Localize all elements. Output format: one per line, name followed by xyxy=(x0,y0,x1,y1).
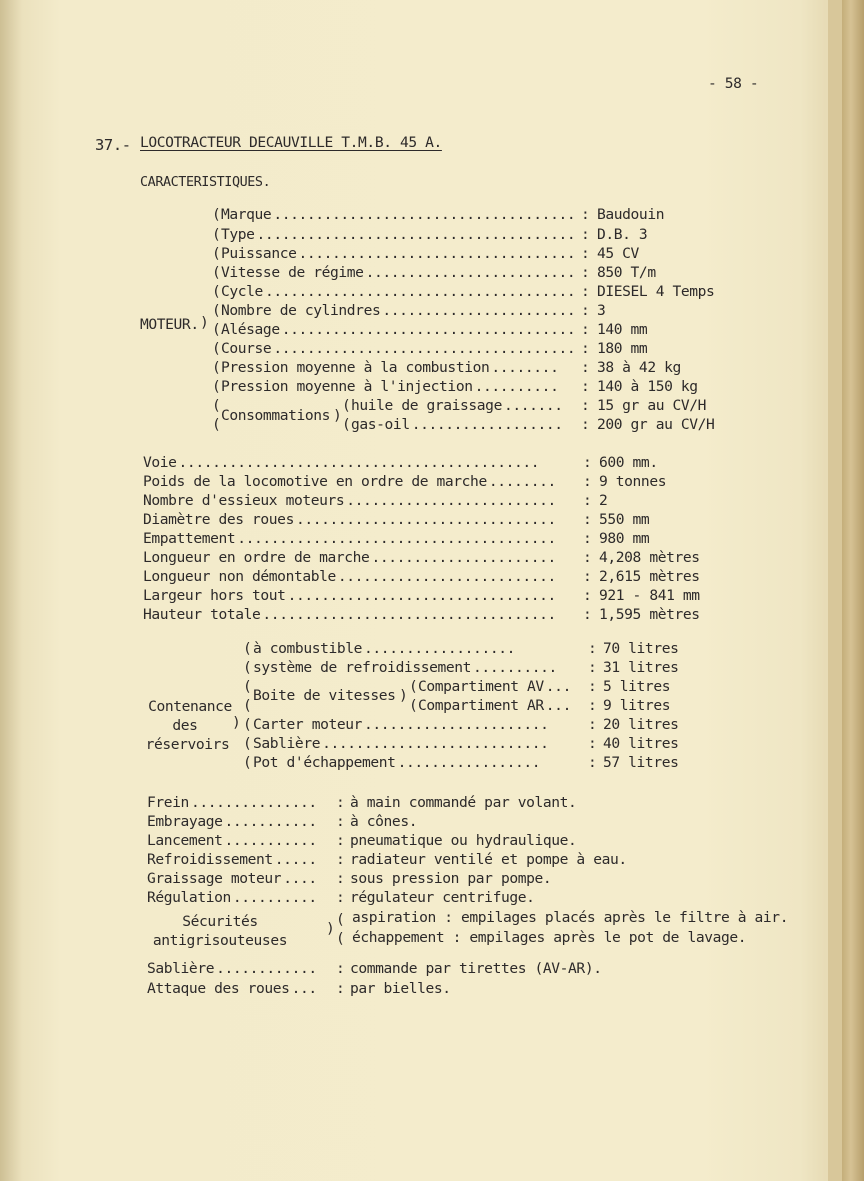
contenance-row-5-paren: ( xyxy=(243,754,252,771)
contenance-row-3-colon: : xyxy=(588,716,597,733)
contenance-row-1-dots: .................. xyxy=(364,642,515,657)
boite-row-2-paren: ( xyxy=(409,697,418,714)
boite-row-1-paren: ( xyxy=(409,678,418,695)
general-row-1-dots: ........................................... xyxy=(178,456,540,471)
moteur-row-1-dots: .................................... xyxy=(273,208,576,223)
contenance-row-5-dots: ................. xyxy=(397,756,541,771)
moteur-paren: ) xyxy=(200,314,209,331)
moteur-row-7-dots: ................................... xyxy=(281,323,576,338)
consommations-row-2-value: 200 gr au CV/H xyxy=(597,416,715,433)
consommations-row-2-colon: : xyxy=(581,416,590,433)
general-row-6-value: 4,208 mètres xyxy=(599,549,700,566)
moteur-row-1-paren: ( xyxy=(212,206,221,223)
general-row-8-label: Largeur hors tout xyxy=(143,587,286,604)
moteur-label: MOTEUR. xyxy=(140,316,199,333)
moteur-row-7-value: 140 mm xyxy=(597,321,648,338)
contenance-row-5-colon: : xyxy=(588,754,597,771)
section-subtitle: CARACTERISTIQUES. xyxy=(140,175,271,190)
contenance-row-4-colon: : xyxy=(588,735,597,752)
equipment-row-5-colon: : xyxy=(336,870,345,887)
contenance-row-4-paren: ( xyxy=(243,735,252,752)
final-row-1-value: commande par tirettes (AV-AR). xyxy=(350,960,602,977)
final-row-1-colon: : xyxy=(336,960,345,977)
contenance-paren: ) xyxy=(232,714,241,731)
moteur-row-1-colon: : xyxy=(581,206,590,223)
moteur-row-4-value: 850 T/m xyxy=(597,264,656,281)
general-row-4-dots: ............................... xyxy=(295,513,556,528)
moteur-row-2-label: Type xyxy=(221,226,255,243)
equipment-row-3-label: Lancement xyxy=(147,832,223,849)
moteur-row-8-dots: .................................... xyxy=(273,342,576,357)
general-row-9-value: 1,595 mètres xyxy=(599,606,700,623)
equipment-row-4-colon: : xyxy=(336,851,345,868)
general-row-4-colon: : xyxy=(583,511,592,528)
moteur-row-3-value: 45 CV xyxy=(597,245,639,262)
equipment-row-2-label: Embrayage xyxy=(147,813,223,830)
contenance-label-1: Contenance xyxy=(148,698,232,715)
consommations-row-1-paren: ( xyxy=(342,397,351,414)
boite-row-1-dots: ... xyxy=(545,680,571,695)
contenance-row-2-dots: .......... xyxy=(473,661,557,676)
moteur-row-3-paren: ( xyxy=(212,245,221,262)
consommations-label: Consommations xyxy=(221,407,331,424)
boite-paren-outer-2: ( xyxy=(243,697,252,714)
boite-label: Boite de vitesses xyxy=(253,687,396,704)
equipment-row-5-dots: .... xyxy=(283,872,317,887)
general-row-2-label: Poids de la locomotive en ordre de marche xyxy=(143,473,487,490)
moteur-row-9-label: Pression moyenne à la combustion xyxy=(221,359,490,376)
moteur-row-5-label: Cycle xyxy=(221,283,263,300)
securites-label-2: antigrisouteuses xyxy=(152,932,288,949)
moteur-row-2-paren: ( xyxy=(212,226,221,243)
contenance-label-2: des xyxy=(172,717,198,734)
contenance-label-3: réservoirs xyxy=(145,736,230,753)
contenance-row-2-colon: : xyxy=(588,659,597,676)
final-row-2-label: Attaque des roues xyxy=(147,980,290,997)
contenance-row-2-value: 31 litres xyxy=(603,659,679,676)
general-row-3-value: 2 xyxy=(599,492,608,509)
moteur-row-2-colon: : xyxy=(581,226,590,243)
general-row-1-colon: : xyxy=(583,454,592,471)
boite-paren-outer-1: ( xyxy=(243,678,252,695)
boite-row-1-colon: : xyxy=(588,678,597,695)
general-row-3-dots: ......................... xyxy=(346,494,556,509)
equipment-row-4-dots: ..... xyxy=(274,853,317,868)
contenance-row-1-paren: ( xyxy=(243,640,252,657)
moteur-row-4-paren: ( xyxy=(212,264,221,281)
final-row-1-dots: ............ xyxy=(216,962,317,977)
moteur-row-7-colon: : xyxy=(581,321,590,338)
securites-label-1: Sécurités xyxy=(182,913,258,930)
moteur-row-5-dots: ..................................... xyxy=(264,285,576,300)
contenance-row-3-label: Carter moteur xyxy=(253,716,363,733)
general-row-9-label: Hauteur totale xyxy=(143,606,261,623)
general-row-7-label: Longueur non démontable xyxy=(143,568,336,585)
consommations-row-2-label: gas-oil xyxy=(351,416,410,433)
consommations-row-1-colon: : xyxy=(581,397,590,414)
moteur-row-6-value: 3 xyxy=(597,302,606,319)
contenance-row-1-label: à combustible xyxy=(253,640,363,657)
general-row-3-colon: : xyxy=(583,492,592,509)
contenance-row-4-dots: ........................... xyxy=(322,737,549,752)
general-row-8-dots: ................................ xyxy=(287,589,556,604)
moteur-row-9-paren: ( xyxy=(212,359,221,376)
final-row-2-value: par bielles. xyxy=(350,980,451,997)
final-row-2-dots: ... xyxy=(291,982,317,997)
equipment-row-6-label: Régulation xyxy=(147,889,231,906)
general-row-8-value: 921 - 841 mm xyxy=(599,587,700,604)
moteur-row-6-label: Nombre de cylindres xyxy=(221,302,381,319)
general-row-5-value: 980 mm xyxy=(599,530,650,547)
page-edge xyxy=(828,0,842,1181)
moteur-row-6-paren: ( xyxy=(212,302,221,319)
moteur-row-5-value: DIESEL 4 Temps xyxy=(597,283,715,300)
moteur-row-3-colon: : xyxy=(581,245,590,262)
moteur-row-5-paren: ( xyxy=(212,283,221,300)
equipment-row-2-dots: ........... xyxy=(224,815,317,830)
consommations-paren-outer-1: ( xyxy=(212,397,221,414)
general-row-2-value: 9 tonnes xyxy=(599,473,667,490)
boite-row-1-value: 5 litres xyxy=(603,678,671,695)
securites-paren-open-2: ( xyxy=(336,930,345,947)
general-row-4-value: 550 mm xyxy=(599,511,650,528)
moteur-row-6-dots: ....................... xyxy=(382,304,576,319)
general-row-2-colon: : xyxy=(583,473,592,490)
equipment-row-4-label: Refroidissement xyxy=(147,851,273,868)
moteur-row-10-value: 140 à 150 kg xyxy=(597,378,698,395)
moteur-row-8-paren: ( xyxy=(212,340,221,357)
section-title: LOCOTRACTEUR DECAUVILLE T.M.B. 45 A. xyxy=(140,134,442,151)
moteur-row-8-label: Course xyxy=(221,340,272,357)
general-row-6-dots: ...................... xyxy=(371,551,556,566)
final-row-2-colon: : xyxy=(336,980,345,997)
consommations-row-1-label: huile de graissage xyxy=(351,397,502,414)
moteur-row-9-value: 38 à 42 kg xyxy=(597,359,681,376)
consommations-row-2-paren: ( xyxy=(342,416,351,433)
securites-row-2: échappement : empilages après le pot de lavage. xyxy=(352,929,747,946)
general-row-6-label: Longueur en ordre de marche xyxy=(143,549,370,566)
equipment-row-6-colon: : xyxy=(336,889,345,906)
boite-paren-close: ) xyxy=(399,687,408,704)
contenance-row-4-label: Sablière xyxy=(253,735,321,752)
consommations-paren-outer-2: ( xyxy=(212,416,221,433)
general-row-3-label: Nombre d'essieux moteurs xyxy=(143,492,345,509)
contenance-row-4-value: 40 litres xyxy=(603,735,679,752)
equipment-row-1-label: Frein xyxy=(147,794,189,811)
moteur-row-3-dots: ................................. xyxy=(298,247,576,262)
general-row-5-dots: ...................................... xyxy=(237,532,556,547)
moteur-row-4-label: Vitesse de régime xyxy=(221,264,364,281)
equipment-row-5-value: sous pression par pompe. xyxy=(350,870,552,887)
moteur-row-8-value: 180 mm xyxy=(597,340,648,357)
page-number: - 58 - xyxy=(708,75,759,92)
moteur-row-9-colon: : xyxy=(581,359,590,376)
general-row-9-dots: ................................... xyxy=(262,608,556,623)
general-row-7-colon: : xyxy=(583,568,592,585)
general-row-7-value: 2,615 mètres xyxy=(599,568,700,585)
moteur-row-6-colon: : xyxy=(581,302,590,319)
general-row-9-colon: : xyxy=(583,606,592,623)
moteur-row-1-value: Baudouin xyxy=(597,206,665,223)
contenance-row-5-label: Pot d'échappement xyxy=(253,754,396,771)
contenance-row-1-colon: : xyxy=(588,640,597,657)
equipment-row-2-value: à cônes. xyxy=(350,813,418,830)
contenance-row-5-value: 57 litres xyxy=(603,754,679,771)
equipment-row-3-colon: : xyxy=(336,832,345,849)
boite-row-2-label: Compartiment AR xyxy=(418,697,544,714)
moteur-row-1-label: Marque xyxy=(221,206,272,223)
general-row-5-label: Empattement xyxy=(143,530,236,547)
general-row-2-dots: ........ xyxy=(488,475,556,490)
consommations-row-1-value: 15 gr au CV/H xyxy=(597,397,707,414)
equipment-row-6-dots: .......... xyxy=(232,891,317,906)
securites-row-1: aspiration : empilages placés après le filtre à air. xyxy=(352,909,789,926)
general-row-5-colon: : xyxy=(583,530,592,547)
general-row-1-value: 600 mm. xyxy=(599,454,658,471)
moteur-row-7-label: Alésage xyxy=(221,321,280,338)
boite-row-2-value: 9 litres xyxy=(603,697,671,714)
moteur-row-4-colon: : xyxy=(581,264,590,281)
consommations-row-1-dots: ....... xyxy=(503,399,563,414)
securites-paren-open-1: ( xyxy=(336,911,345,928)
contenance-row-3-paren: ( xyxy=(243,716,252,733)
general-row-1-label: Voie xyxy=(143,454,177,471)
general-row-8-colon: : xyxy=(583,587,592,604)
contenance-row-3-dots: ...................... xyxy=(364,718,549,733)
moteur-row-8-colon: : xyxy=(581,340,590,357)
general-row-6-colon: : xyxy=(583,549,592,566)
consommations-row-2-dots: .................. xyxy=(411,418,563,433)
boite-row-1-label: Compartiment AV xyxy=(418,678,544,695)
moteur-row-10-colon: : xyxy=(581,378,590,395)
moteur-row-7-paren: ( xyxy=(212,321,221,338)
contenance-row-2-label: système de refroidissement xyxy=(253,659,472,676)
equipment-row-3-value: pneumatique ou hydraulique. xyxy=(350,832,577,849)
equipment-row-5-label: Graissage moteur xyxy=(147,870,282,887)
moteur-row-9-dots: ........ xyxy=(491,361,559,376)
moteur-row-4-dots: ......................... xyxy=(365,266,576,281)
contenance-row-3-value: 20 litres xyxy=(603,716,679,733)
moteur-row-10-label: Pression moyenne à l'injection xyxy=(221,378,473,395)
moteur-row-5-colon: : xyxy=(581,283,590,300)
moteur-row-10-paren: ( xyxy=(212,378,221,395)
equipment-row-6-value: régulateur centrifuge. xyxy=(350,889,535,906)
moteur-row-10-dots: .......... xyxy=(474,380,559,395)
general-row-4-label: Diamètre des roues xyxy=(143,511,294,528)
equipment-row-1-dots: ............... xyxy=(190,796,317,811)
final-row-1-label: Sablière xyxy=(147,960,215,977)
consommations-paren-close: ) xyxy=(333,407,342,424)
equipment-row-4-value: radiateur ventilé et pompe à eau. xyxy=(350,851,627,868)
section-number: 37.- xyxy=(95,136,131,154)
boite-row-2-dots: ... xyxy=(545,699,571,714)
moteur-row-2-dots: ...................................... xyxy=(256,228,576,243)
moteur-row-3-label: Puissance xyxy=(221,245,297,262)
general-row-7-dots: .......................... xyxy=(337,570,556,585)
equipment-row-1-colon: : xyxy=(336,794,345,811)
book-binding-edge xyxy=(842,0,864,1181)
contenance-row-2-paren: ( xyxy=(243,659,252,676)
boite-row-2-colon: : xyxy=(588,697,597,714)
contenance-row-1-value: 70 litres xyxy=(603,640,679,657)
moteur-row-2-value: D.B. 3 xyxy=(597,226,648,243)
securites-paren: ) xyxy=(326,920,335,937)
equipment-row-3-dots: ........... xyxy=(224,834,317,849)
equipment-row-2-colon: : xyxy=(336,813,345,830)
equipment-row-1-value: à main commandé par volant. xyxy=(350,794,577,811)
